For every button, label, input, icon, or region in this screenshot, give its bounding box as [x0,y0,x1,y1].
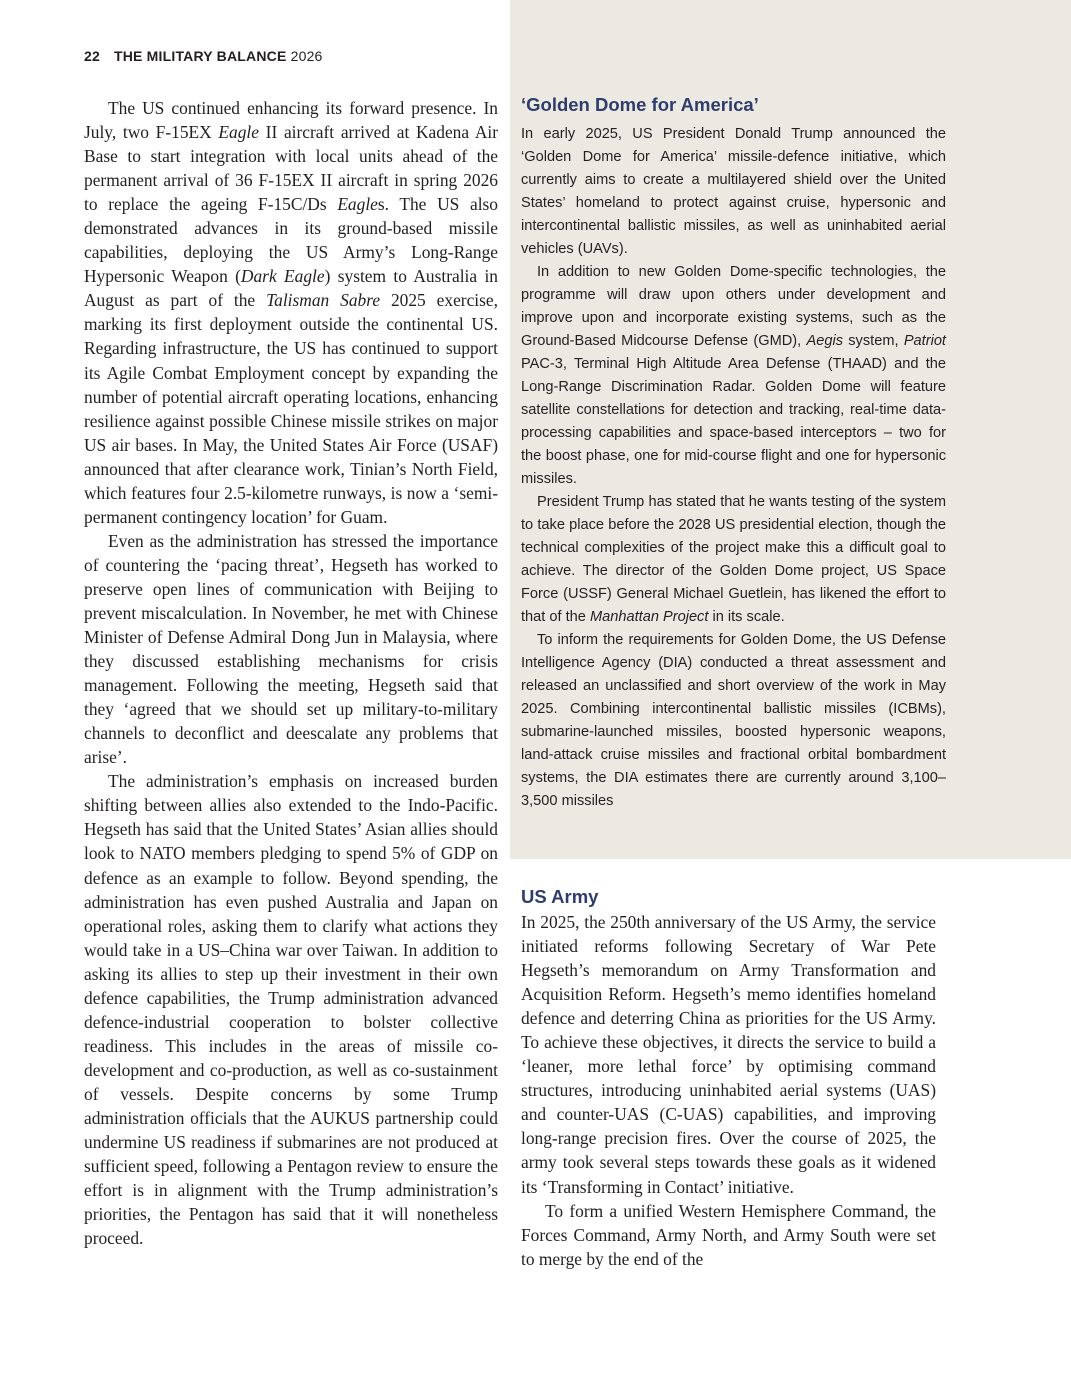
publication-title: THE MILITARY BALANCE [113,48,287,64]
publication-year: 2026 [290,48,323,64]
sidebar-paragraph: To inform the requirements for Golden Dome, the US Defense Intelligence Agency (DIA) conducted a threat assessment and released an unclassified and short overview of the work in May 2025. Combining intercontinental ballistic missiles (ICBMs), submarine-launched missiles, boosted hypersonic weapons, land-attack cruise missiles and fractional orbital bombardment systems, the DIA estimates there are currently around 3,100–3,500 missiles [521,632,946,809]
paragraph-burden-shifting: The administration’s emphasis on increased burden shifting between allies also extended to the Indo-Pacific. Hegseth has said that the United States’ Asian allies should look to NATO members pledging to spend 5% of GDP on defence as an example to follow. Beyond spending, the administration has even pushed Australia and Japan on operational roles, asking them to clarify what actions they would take in a US–China war over Taiwan. In addition to asking its allies to step up their investment in their own defence capabilities, the Trump administration advanced defence-industrial cooperation to bolster collective readiness. This includes in the areas of missile co-development and co-production, as well as co-sustainment of vessels. Despite concerns by some Trump administration officials that the AUKUS partnership could undermine US readiness if submarines are not produced at sufficient speed, following a Pentagon review to ensure the effort is in alignment with the Trump administration’s priorities, the Pentagon has said that it will nonetheless proceed. [84,771,498,1249]
sidebar-title: ‘Golden Dome for America’ [521,94,759,115]
section-heading: US Army [521,886,599,907]
left-column [84,96,498,1250]
section-body [521,910,936,1271]
sidebar-paragraph: In early 2025, US President Donald Trump announced the ‘Golden Dome for America’ missile-defence initiative, which currently aims to create a multilayered shield over the United States’ homeland to protect against cruise, hypersonic and intercontinental ballistic missiles, as well as uninhabited aerial vehicles (UAVs). [521,126,946,257]
paragraph-hemisphere-command: To form a unified Western Hemisphere Command, the Forces Command, Army North, and Army South were set to merge by the end of the [521,1200,936,1269]
sidebar-paragraph: President Trump has stated that he wants testing of the system to take place before the 2028 US presidential election, though the technical complexities of the project make this a difficult goal to achieve. The director of the Golden Dome project, US Space Force (USSF) General Michael Guetlein, has likened the effort to that of the Manhattan Project in its scale. [521,494,946,625]
running-header [84,48,323,64]
paragraph-army-reforms: In 2025, the 250th anniversary of the US Army, the service initiated reforms following Secretary of War Pete Hegseth’s memorandum on Army Transformation and Acquisition Reform. Hegseth’s memo identifies homeland defence and deterring China as priorities for the US Army. To achieve these objectives, it directs the service to build a ‘leaner, more lethal force’ by optimising command structures, introducing uninhabited aerial systems (UAS) and counter-UAS (C-UAS) capabilities, and improving long-range precision fires. Over the course of 2025, the army took several steps towards these goals as it widened its ‘Transforming in Contact’ initiative. [521,912,936,1197]
page-number: 22 [84,48,100,64]
sidebar-body [521,123,946,813]
paragraph-pacing-threat: Even as the administration has stressed the importance of countering the ‘pacing threat’, Hegseth has worked to preserve open lines of communication with Beijing to prevent miscalculation. In November, he met with Chinese Minister of Defense Admiral Dong Jun in Malaysia, where they discussed establishing mechanisms for crisis management. Following the meeting, Hegseth said that they ‘agreed that we should set up military-to-military channels to deconflict and deescalate any problems that arise’. [84,530,498,768]
us-army-section [521,886,936,1271]
paragraph-forward-presence: The US continued enhancing its forward presence. In July, two F-15EX Eagle II aircraft arrived at Kadena Air Base to start integration with local units ahead of the permanent arrival of 36 F-15EX II aircraft in spring 2026 to replace the ageing F-15C/Ds Eagles. The US also demonstrated advances in its ground-based missile capabilities, deploying the US Army’s Long-Range Hypersonic Weapon (Dark Eagle) system to Australia in August as part of the Talisman Sabre 2025 exercise, marking its first deployment outside the continental US. Regarding infrastructure, the US has continued to support its Agile Combat Employment concept by expanding the number of potential aircraft operating locations, enhancing resilience against possible Chinese missile strikes on major US air bases. In May, the United States Air Force (USAF) announced that after clearance work, Tinian’s North Field, which features four 2.5-kilometre runways, is now a ‘semi-permanent contingency location’ for Guam. [84,98,499,527]
golden-dome-sidebar [510,0,1071,859]
sidebar-paragraph: In addition to new Golden Dome-specific technologies, the programme will draw upon others under development and improve upon and incorporate existing systems, such as the Ground-Based Midcourse Defense (GMD), Aegis system, Patriot PAC-3, Terminal High Altitude Area Defense (THAAD) and the Long-Range Discrimination Radar. Golden Dome will feature satellite constellations for detection and tracking, real-time data-processing capabilities and space-based interceptors – two for the boost phase, one for mid-course flight and one for hypersonic missiles. [521,264,946,487]
